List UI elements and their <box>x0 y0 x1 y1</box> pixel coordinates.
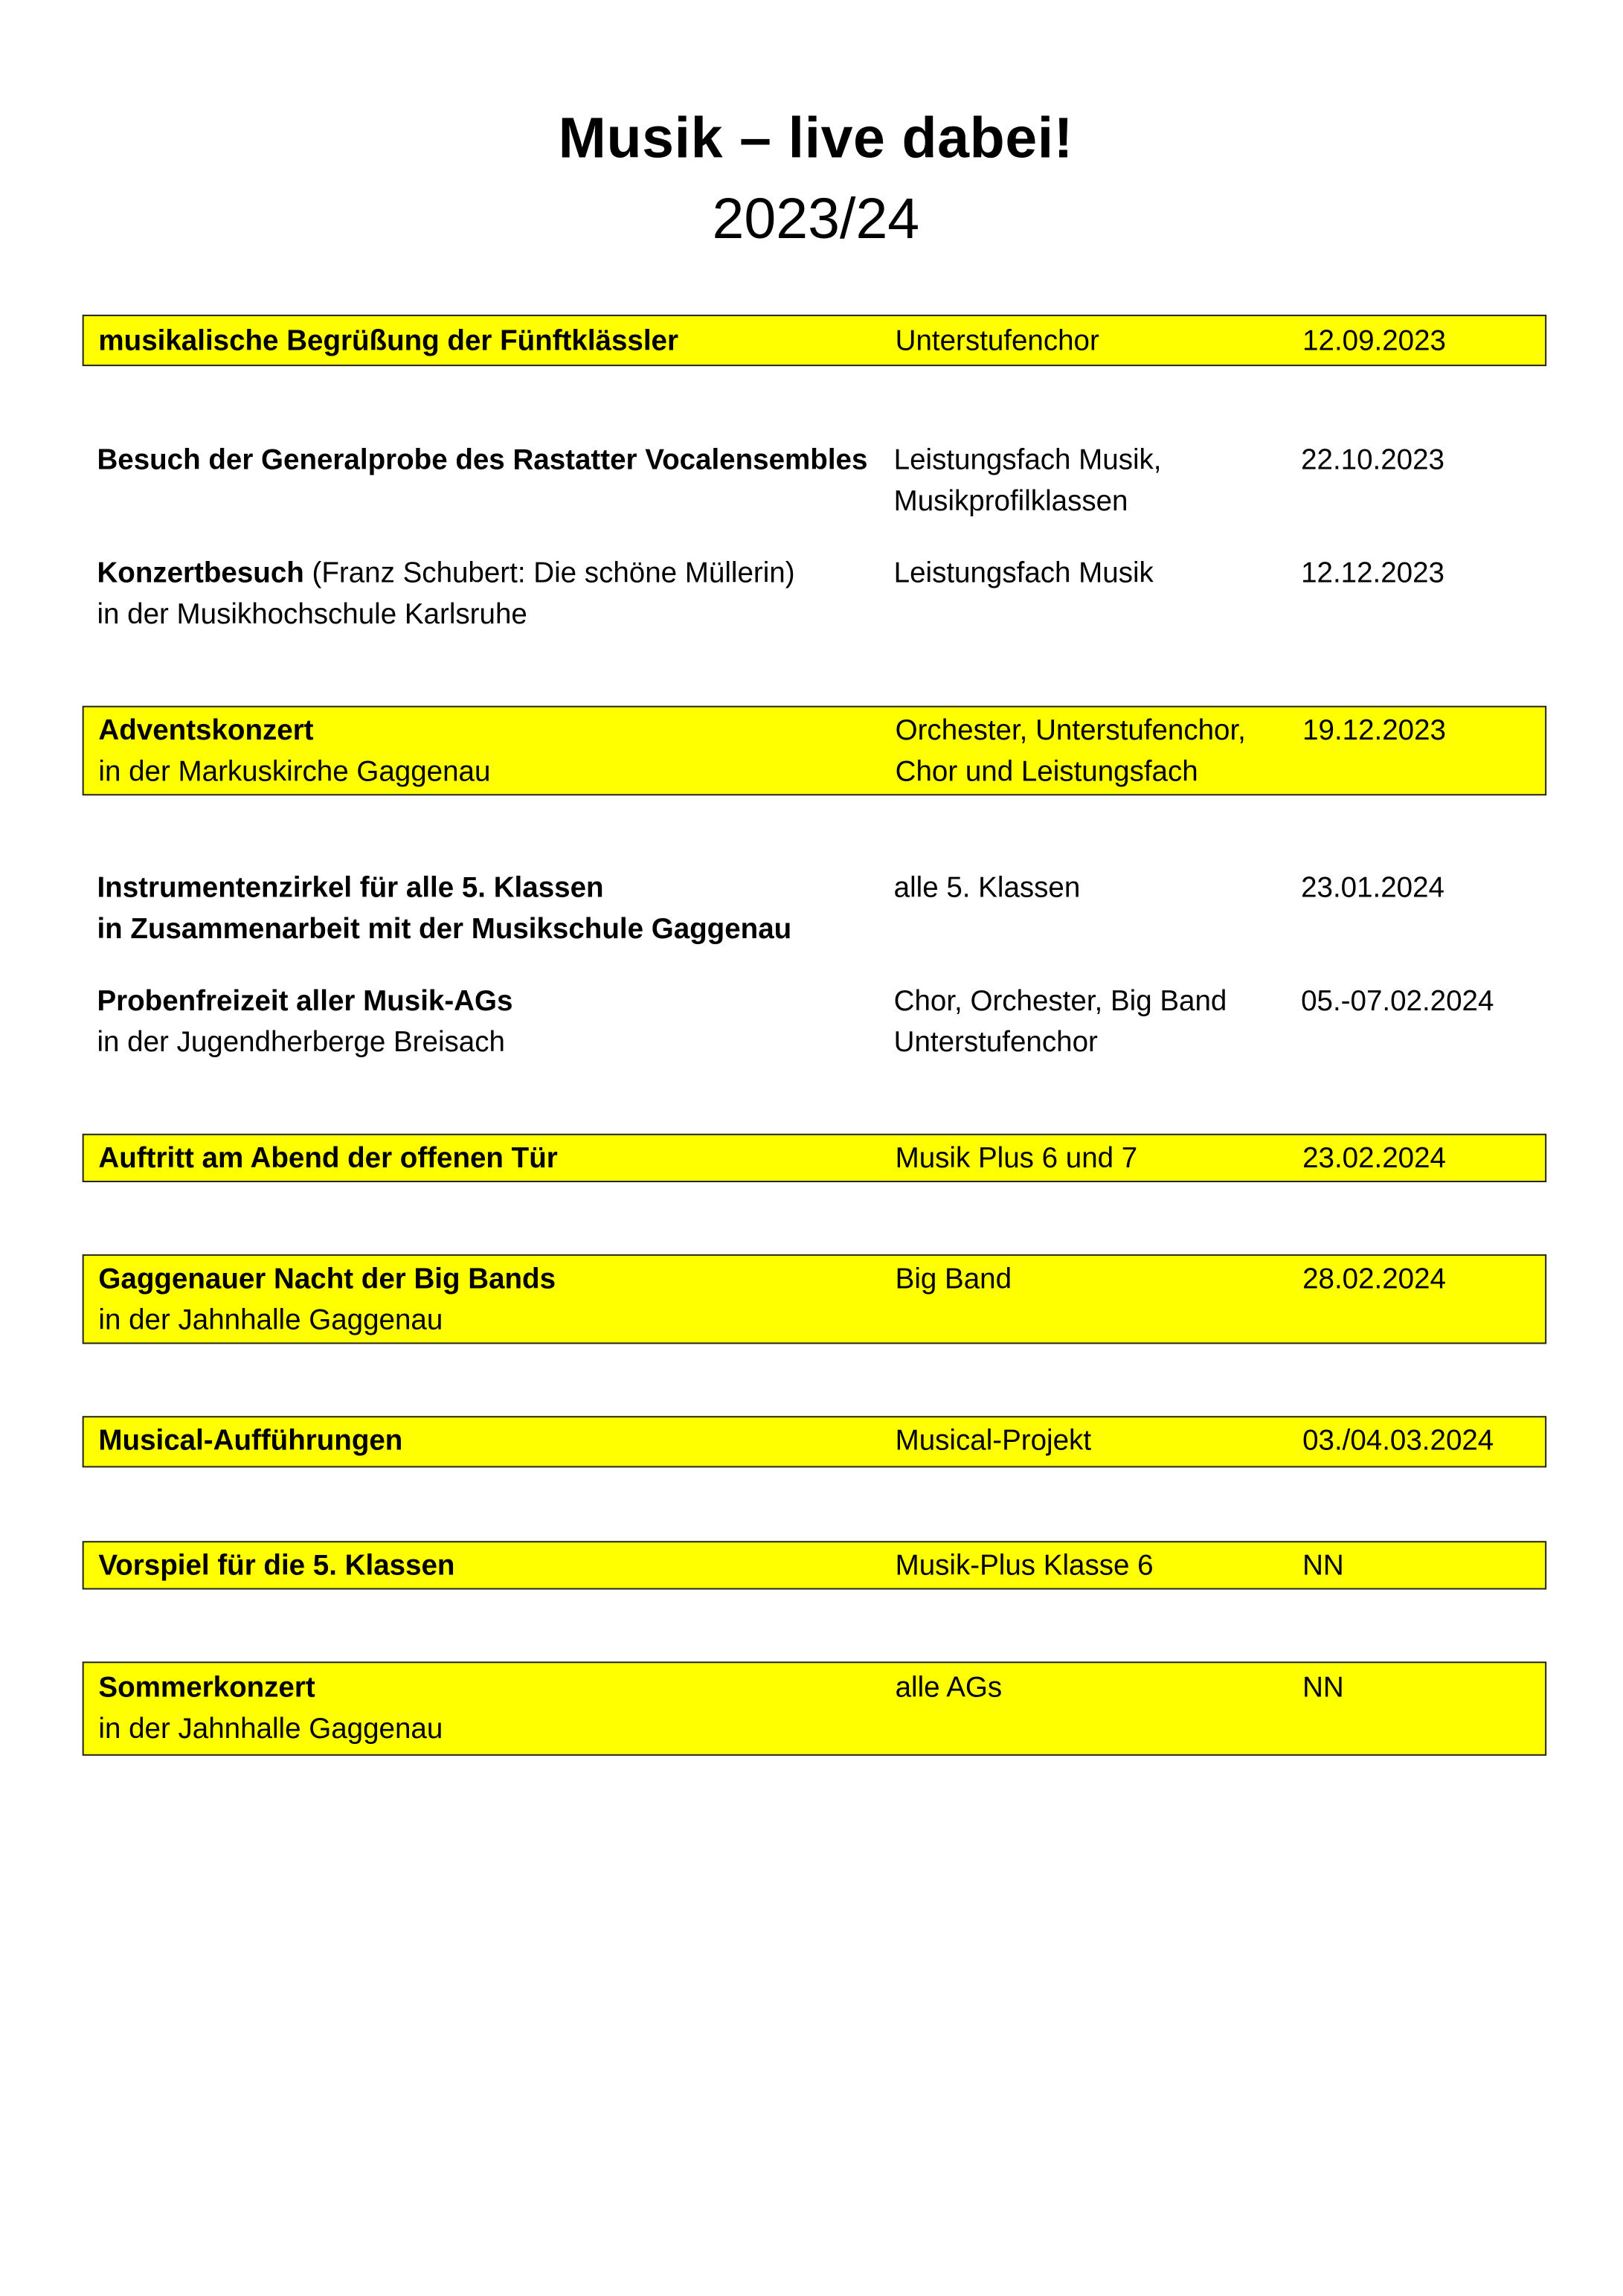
event-row-konzertbesuch <box>83 548 1546 637</box>
event-row-offene-tuer <box>83 1134 1546 1182</box>
event-row-big-bands <box>83 1254 1546 1344</box>
event-row-sommerkonzert <box>83 1661 1546 1755</box>
event-date: 22.10.2023 <box>1301 443 1445 477</box>
event-subtitle: in der Jahnhalle Gaggenau <box>98 1304 443 1337</box>
event-date: 05.-07.02.2024 <box>1301 985 1494 1018</box>
event-row-generalprobe <box>83 435 1546 524</box>
event-title: Konzertbesuch <box>97 557 304 590</box>
event-subtitle: in der Jugendherberge Breisach <box>97 1026 505 1059</box>
event-date: 23.01.2024 <box>1301 871 1445 905</box>
event-participants-cell <box>896 1138 1138 1179</box>
event-participants: Chor und Leistungsfach <box>895 755 1198 789</box>
event-participants: Big Band <box>895 1263 1012 1296</box>
event-title-cell <box>97 981 512 1063</box>
event-title: musikalische Begrüßung der Fünftklässler <box>98 324 678 358</box>
event-date: 12.09.2023 <box>1302 324 1446 358</box>
event-title: Instrumentenzirkel für alle 5. Klassen <box>97 871 604 905</box>
event-participants-cell <box>894 440 1162 522</box>
event-date: 03./04.03.2024 <box>1302 1425 1494 1458</box>
event-participants: Leistungsfach Musik, <box>893 443 1162 477</box>
event-title: Sommerkonzert <box>98 1672 315 1705</box>
event-title-cell <box>98 1667 443 1750</box>
event-title-cell <box>97 868 791 950</box>
event-title-cell <box>97 440 867 481</box>
event-title-cell <box>98 1259 556 1341</box>
event-participants: Musik-Plus Klasse 6 <box>895 1550 1154 1582</box>
event-title-cell <box>97 553 794 635</box>
event-participants-cell <box>896 1420 1091 1461</box>
event-date: 23.02.2024 <box>1302 1142 1446 1176</box>
event-participants-cell <box>894 868 1081 908</box>
event-title-cell <box>98 1545 454 1586</box>
event-subtitle: in Zusammenarbeit mit der Musikschule Gaggenau <box>97 913 792 946</box>
event-title-cell <box>98 1138 557 1179</box>
event-title: Probenfreizeit aller Musik-AGs <box>97 985 513 1018</box>
event-row-adventskonzert <box>83 706 1546 796</box>
event-participants: alle 5. Klassen <box>893 871 1081 905</box>
event-title-note: (Franz Schubert: Die schöne Müllerin) <box>303 557 795 590</box>
event-row-musical <box>83 1416 1546 1467</box>
event-participants-cell <box>896 1667 1003 1708</box>
event-row-vorspiel <box>83 1541 1546 1589</box>
event-title: Besuch der Generalprobe des Rastatter Vocalensembles <box>97 443 868 477</box>
event-date: NN <box>1302 1550 1344 1582</box>
event-participants: Chor, Orchester, Big Band <box>893 985 1227 1018</box>
event-participants: Leistungsfach Musik <box>893 557 1154 590</box>
document-year: 2023/24 <box>712 187 920 251</box>
event-title: Auftritt am Abend der offenen Tür <box>98 1142 558 1176</box>
event-row-begruessung <box>83 315 1546 366</box>
event-title: Gaggenauer Nacht der Big Bands <box>98 1263 556 1296</box>
event-title: Adventskonzert <box>98 714 314 748</box>
event-participants: Musikprofilklassen <box>893 485 1128 518</box>
event-participants-cell <box>894 553 1154 594</box>
event-date: NN <box>1302 1672 1344 1705</box>
event-participants: Musik Plus 6 und 7 <box>895 1142 1138 1176</box>
event-participants: Unterstufenchor <box>893 1026 1098 1059</box>
event-date: 12.12.2023 <box>1301 557 1445 590</box>
document-title: Musik – live dabei! <box>558 107 1074 171</box>
event-title-cell <box>98 1420 402 1461</box>
event-participants: Orchester, Unterstufenchor, <box>895 714 1246 748</box>
event-row-probenfreizeit <box>83 978 1546 1066</box>
event-participants-cell <box>894 981 1227 1063</box>
event-subtitle: in der Musikhochschule Karlsruhe <box>97 598 527 631</box>
event-participants: Musical-Projekt <box>895 1425 1092 1458</box>
event-title-cell <box>98 321 678 362</box>
event-subtitle: in der Jahnhalle Gaggenau <box>98 1713 443 1745</box>
event-title: Musical-Aufführungen <box>98 1425 403 1458</box>
event-date: 19.12.2023 <box>1302 714 1446 748</box>
event-participants: alle AGs <box>895 1672 1003 1705</box>
event-participants-cell <box>896 711 1246 793</box>
event-row-instrumentenzirkel <box>83 865 1546 953</box>
event-subtitle: in der Markuskirche Gaggenau <box>98 755 491 789</box>
event-title-cell <box>98 711 490 793</box>
event-participants: Unterstufenchor <box>895 324 1099 358</box>
event-title: Vorspiel für die 5. Klassen <box>98 1550 455 1582</box>
event-participants-cell <box>896 1259 1012 1300</box>
event-participants-cell <box>896 1545 1154 1586</box>
event-participants-cell <box>896 321 1099 362</box>
event-date: 28.02.2024 <box>1302 1263 1446 1296</box>
